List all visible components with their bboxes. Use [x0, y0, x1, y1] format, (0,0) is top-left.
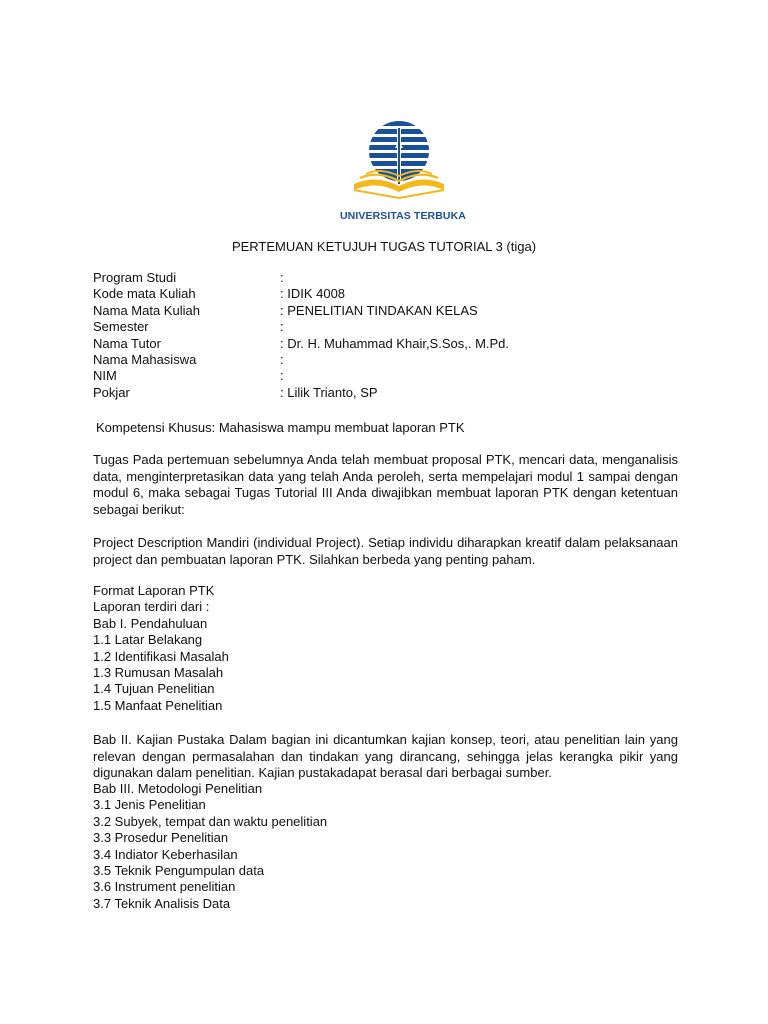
list-item: 1.3 Rumusan Masalah — [93, 664, 224, 680]
info-value: : Lilik Trianto, SP — [280, 384, 378, 400]
list-item: Laporan terdiri dari : — [93, 599, 210, 615]
list-item: 1.5 Manfaat Penelitian — [93, 697, 223, 713]
document-title: PERTEMUAN KETUJUH TUGAS TUTORIAL 3 (tiga) — [231, 239, 537, 254]
list-item: 1.1 Latar Belakang — [93, 632, 203, 648]
list-item: 1.4 Tujuan Penelitian — [93, 681, 215, 697]
info-value: : — [280, 319, 284, 335]
info-label: Semester — [93, 319, 149, 335]
bab3-list — [93, 781, 327, 912]
info-label: Program Studi — [93, 270, 177, 285]
kompetensi-paragraph: Kompetensi Khusus: Mahasiswa mampu membuat laporan PTK — [96, 420, 465, 435]
bab2-paragraph: Bab II. Kajian Pustaka Dalam bagian ini dicantumkan kajian konsep, teori, atau penelitian lain yang relevan dengan permasalahan dan tindakan yang dirancang, sehingga jelas kerangka pikir yang digunakan dalam penelitian. Kajian pustakadapat berasal dari berbagai sumber. — [93, 732, 678, 780]
project-description-paragraph: Project Description Mandiri (individual Project). Setiap individu diharapkan kreatif dalam pelaksanaan project dan pembuatan laporan PTK. Silahkan berbeda yang penting paham. — [93, 535, 678, 567]
tugas-paragraph: Tugas Pada pertemuan sebelumnya Anda telah membuat proposal PTK, mencari data, menganalisis data, menginterpretasikan data yang telah Anda peroleh, serta mempelajari modul 1 sampai dengan modul 6, maka sebagai Tugas Tutorial III Anda diwajibkan membuat laporan PTK dengan ketentuan sebagai berikut: — [93, 452, 678, 517]
info-label: Nama Tutor — [93, 335, 161, 351]
info-label: Nama Mahasiswa — [93, 351, 197, 367]
list-item: 3.3 Prosedur Penelitian — [93, 830, 229, 846]
list-item: 3.4 Indiator Keberhasilan — [93, 846, 238, 862]
list-item: Bab I. Pendahuluan — [93, 615, 208, 631]
info-label: Nama Mata Kuliah — [93, 302, 200, 318]
university-name: UNIVERSITAS TERBUKA — [340, 210, 466, 222]
list-item: 3.1 Jenis Penelitian — [93, 797, 206, 813]
list-item: Bab III. Metodologi Penelitian — [93, 781, 263, 796]
list-item: 3.5 Teknik Pengumpulan data — [93, 862, 265, 878]
list-item: 3.2 Subyek, tempat dan waktu penelitian — [93, 813, 328, 829]
info-label: Kode mata Kuliah — [93, 286, 196, 302]
list-item: 3.7 Teknik Analisis Data — [93, 895, 231, 911]
list-item: 3.6 Instrument penelitian — [93, 879, 236, 895]
info-label: Pokjar — [93, 384, 130, 400]
info-value: : Dr. H. Muhammad Khair,S.Sos,. M.Pd. — [280, 335, 510, 351]
list-item: 1.2 Identifikasi Masalah — [93, 648, 229, 664]
university-logo — [340, 118, 466, 228]
info-label: NIM — [93, 368, 117, 384]
list-item: Format Laporan PTK — [93, 583, 215, 598]
info-value: : — [280, 368, 284, 384]
university-emblem-icon — [340, 118, 458, 208]
format-laporan-list — [93, 583, 229, 714]
info-value: : PENELITIAN TINDAKAN KELAS — [280, 302, 478, 318]
info-value: : IDIK 4008 — [280, 286, 346, 302]
info-value: : — [280, 270, 284, 285]
info-value: : — [280, 351, 284, 367]
